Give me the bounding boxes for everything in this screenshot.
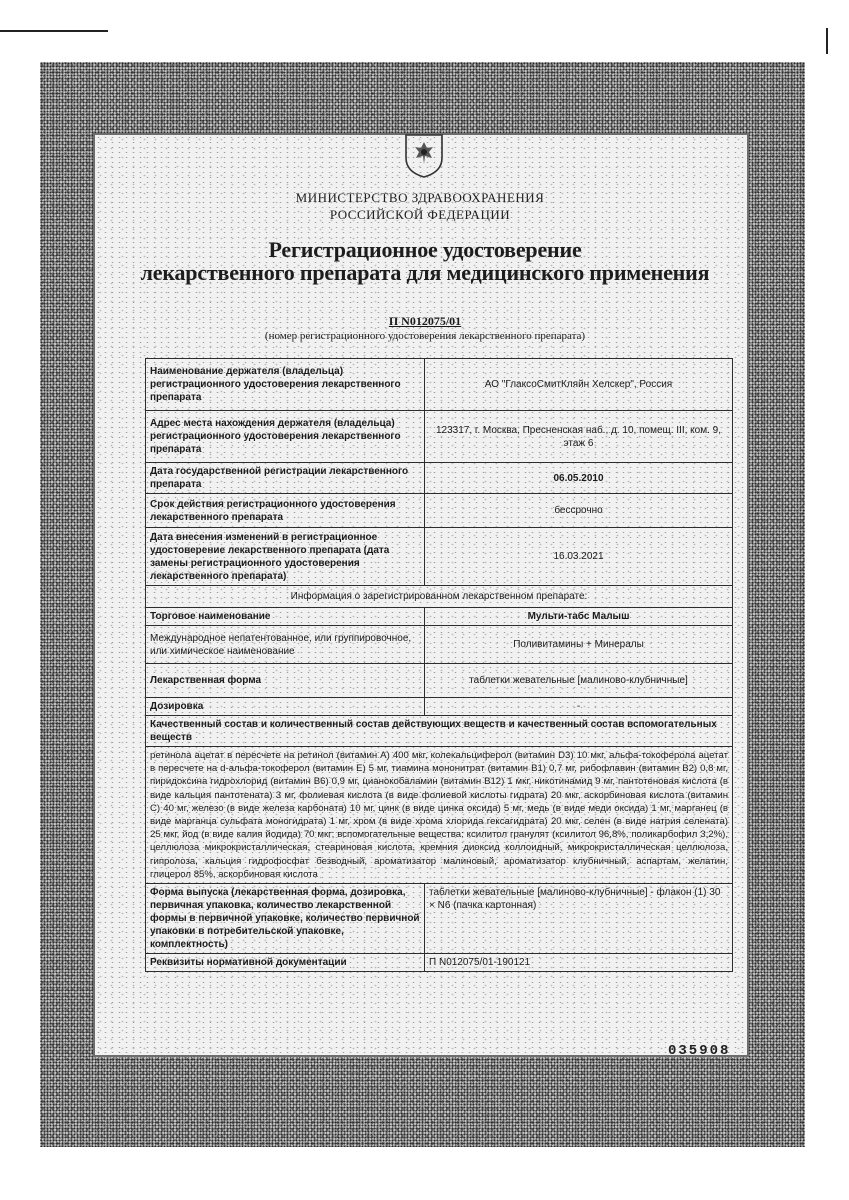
serial-number: 035908: [668, 1043, 731, 1059]
composition-text: ретинола ацетат в пересчете на ретинол (витамин А) 400 мкг, колекальциферол (витамин D3) 10 мкг, альфа-токоферола ацетат в пересчете на d-альфа-токоферол (витамин Е) 5 мг, тиамина мононитрат (витамин B1) 0,7 мг, рибофлавин (витамин B2) 0,8 мг, пиридоксина гидрохлорид (витамин B6) 0,9 мг, цианокобаламин (витамин B12) 1 мкг, никотинамид 9 мг, пантотеновая кислота (в виде кальция пантотената) 3 мг, фолиевая кислота (в виде фолиевой кислоты гидрата) 20 мкг, аскорбиновая кислота (витамин С) 40 мг, железо (в виде железа карбоната) 10 мг, цинк (в виде цинка оксида) 5 мг, медь (в виде меди оксида) 1 мг, марганец (в виде марганца сульфата моногидрата) 1 мг, хром (в виде хрома хлорида гексагидрата) 20 мкг, селен (в виде натрия селената) 25 мкг, йод (в виде калия йодида) 70 мкг; вспомогательные вещества: ксилитол гранулят (ксилитол 96,8%, поликарбофил 3,2%), целлюлоза микрокристаллическая, стеариновая кислота, кремния диоксид коллоидный, микрокристаллическая целлюлоза, гипролоза, кальция гидрофосфат безводный, ароматизатор малиновый, ароматизатор клубничный, аспартам, желатин, глицерол 85%, аскорбиновая кислота: [146, 747, 733, 884]
trade-name-value: Мульти-табс Малыш: [425, 608, 733, 626]
info-header: Информация о зарегистрированном лекарственном препарате:: [146, 586, 733, 608]
registration-date-value: 06.05.2010: [425, 463, 733, 494]
ministry-line-2: РОССИЙСКОЙ ФЕДЕРАЦИИ: [329, 207, 511, 222]
table-row: [146, 494, 733, 528]
registration-table: [145, 358, 733, 972]
changes-date-value: 16.03.2021: [425, 528, 733, 586]
validity-value: бессрочно: [425, 494, 733, 528]
inn-value: Поливитамины + Минералы: [425, 626, 733, 664]
table-row: [146, 954, 733, 972]
table-row: [146, 747, 733, 884]
table-row: [146, 411, 733, 463]
table-row: [146, 586, 733, 608]
release-form-label: Форма выпуска (лекарственная форма, дозировка, первичная упаковка, количество лекарственной формы в первичной упаковке, количество первичной упаковки в потребительской упаковке, комплектность): [146, 884, 425, 954]
holder-value: АО "ГлаксоСмитКляйн Хелскер", Россия: [425, 359, 733, 411]
table-row: [146, 528, 733, 586]
table-row: [146, 608, 733, 626]
scan-edge-line: [0, 30, 108, 32]
normative-doc-value: П N012075/01-190121: [425, 954, 733, 972]
document-title-line-1: Регистрационное удостоверение: [268, 237, 582, 262]
table-row: [146, 626, 733, 664]
table-row: [146, 698, 733, 716]
changes-date-label: Дата внесения изменений в регистрационное удостоверение лекарственного препарата (дата замены регистрационного удостоверения лекарственного препарата): [146, 528, 425, 586]
validity-label: Срок действия регистрационного удостоверения лекарственного препарата: [146, 494, 425, 528]
table-row: [146, 664, 733, 698]
table-row: [146, 359, 733, 411]
coat-of-arms-icon: [404, 132, 444, 178]
release-form-value: таблетки жевательные [малиново-клубничные] - флакон (1) 30 × N6 (пачка картонная): [425, 884, 733, 954]
normative-doc-label: Реквизиты нормативной документации: [146, 954, 425, 972]
registration-number-caption: (номер регистрационного удостоверения лекарственного препарата): [264, 330, 586, 342]
registration-number: П N012075/01: [388, 314, 462, 328]
scan-edge-mark: [826, 28, 828, 54]
table-row: [146, 716, 733, 747]
dosage-value: -: [425, 698, 733, 716]
composition-header: Качественный состав и количественный состав действующих веществ и качественный состав вспомогательных веществ: [146, 716, 733, 747]
holder-label: Наименование держателя (владельца) регистрационного удостоверения лекарственного препарата: [146, 359, 425, 411]
dosage-label: Дозировка: [146, 698, 425, 716]
address-value: 123317, г. Москва, Пресненская наб., д. 10, помещ. III, ком. 9, этаж 6: [425, 411, 733, 463]
registration-date-label: Дата государственной регистрации лекарственного препарата: [146, 463, 425, 494]
table-row: [146, 463, 733, 494]
dosage-form-label: Лекарственная форма: [146, 664, 425, 698]
trade-name-label: Торговое наименование: [146, 608, 425, 626]
table-row: [146, 884, 733, 954]
ministry-line-1: МИНИСТЕРСТВО ЗДРАВООХРАНЕНИЯ: [295, 190, 545, 205]
address-label: Адрес места нахождения держателя (владельца) регистрационного удостоверения лекарственного препарата: [146, 411, 425, 463]
inn-label: Международное непатентованное, или группировочное, или химическое наименование: [146, 626, 425, 664]
document-title-line-2: лекарственного препарата для медицинского применения: [140, 260, 710, 285]
dosage-form-value: таблетки жевательные [малиново-клубничные]: [425, 664, 733, 698]
